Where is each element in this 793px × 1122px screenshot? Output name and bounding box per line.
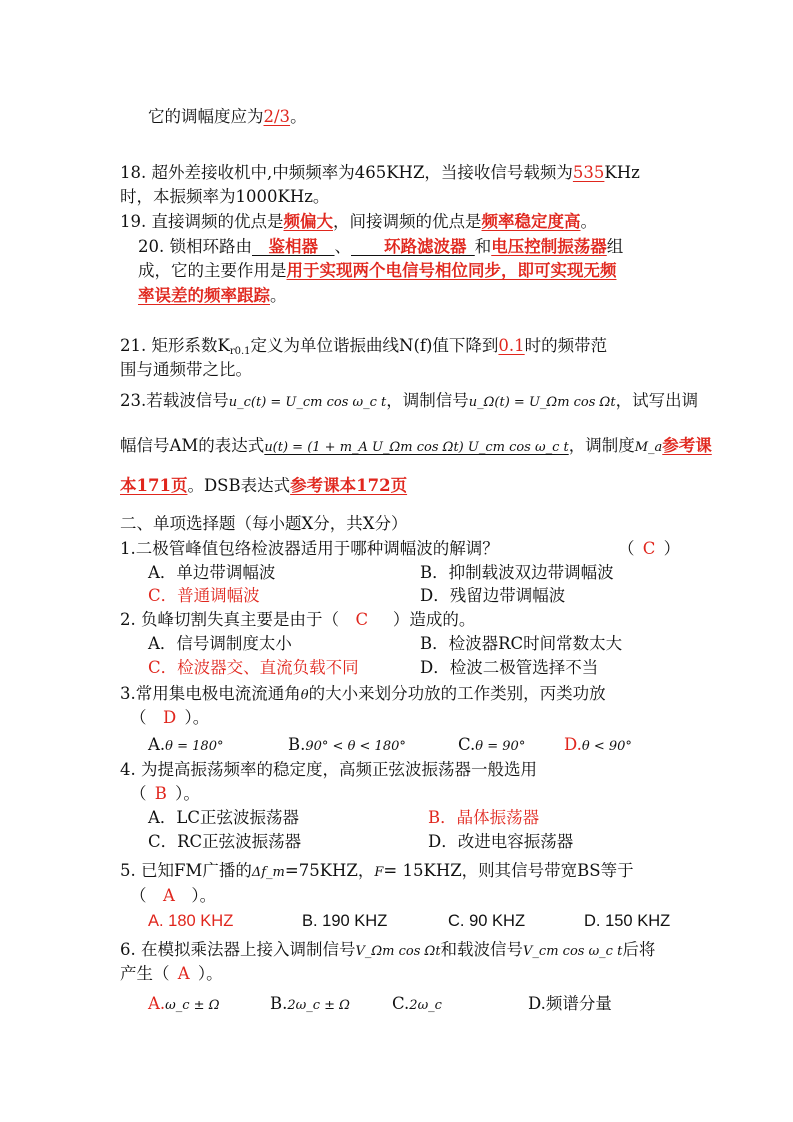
mc1-option-c: C．普通调幅波 [148, 586, 260, 605]
q20-text-b: 组 [606, 237, 624, 256]
mc6-produce: 产生（ [120, 964, 170, 983]
mc6-c-formula: 2ω_c [409, 998, 442, 1013]
q19-text-b: ，间接调频的优点是 [333, 212, 482, 231]
mc3-question-b: 的大小来划分功放的工作类别，丙类功放 [308, 684, 606, 703]
mc6-question-b: 和载波信号 [440, 940, 524, 959]
q21-subscript: r0.1 [229, 346, 251, 357]
q23-line1 [120, 389, 698, 415]
q23-line3 [120, 474, 407, 498]
q20-and: 和 [474, 237, 492, 256]
mc6-line2 [120, 962, 223, 986]
ma-symbol: M_a [634, 440, 663, 455]
q19-line [120, 210, 597, 234]
answer-modulation-depth: 2/3 [263, 107, 291, 126]
q20-blank2 [351, 237, 475, 256]
mc3-option-a [148, 733, 223, 759]
mc4-close: ）。 [175, 784, 200, 803]
q23-line2-text: 幅信号AM的表达式 [120, 436, 265, 455]
answer-q20-1: 鉴相器 [268, 237, 318, 256]
q23-text-c: ，试写出调 [615, 391, 699, 410]
answer-q20-3: 电压控制振荡器 [491, 237, 607, 256]
answer-q18: 535 [572, 163, 605, 182]
mc3-b-label: B. [288, 735, 306, 754]
answer-mc6: A [177, 964, 190, 983]
q21-text-c: 时的频带范 [524, 336, 608, 355]
answer-q23-ma-1: 参考课 [662, 436, 712, 455]
mc5-question-c: = 15KHZ，则其信号带宽BS等于 [383, 861, 634, 880]
answer-mc1: C [642, 539, 656, 558]
mc5-question-b: =75KHZ， [284, 861, 375, 880]
mc2-option-b: B．检波器RC时间常数太大 [420, 634, 623, 653]
carrier-formula: u_c(t) = U_cm cos ω_c t [228, 395, 387, 410]
q20-sep: 、 [334, 237, 351, 256]
mc3-answer-line [130, 706, 209, 730]
mc6-c-label: C. [392, 994, 410, 1013]
answer-q21: 0.1 [498, 336, 525, 355]
f-symbol: F [374, 865, 384, 880]
mc6-carrier-formula: V_cm cos ω_c t [523, 944, 623, 959]
q18-unit: KHz [604, 163, 640, 182]
answer-mc5: A [163, 886, 175, 905]
mc5-option-a: A. 180 KHZ [148, 912, 234, 930]
mc4-stem: 4. 为提高振荡频率的稳定度，高频正弦波振荡器一般选用 [120, 760, 537, 779]
mc6-option-b [270, 992, 350, 1018]
q20-line2-text: 成，它的主要作用是 [138, 261, 287, 280]
mc2-stem [120, 608, 475, 632]
mc5-option-d: D. 150 KHZ [584, 912, 671, 930]
modulating-formula: u_Ω(t) = U_Ωm cos Ωt [468, 395, 616, 410]
q23-text-b: ，调制信号 [386, 391, 469, 410]
mc6-question-c: 后将 [622, 940, 656, 959]
section-title: 二、单项选择题（每小题X分，共X分） [120, 514, 408, 533]
mc6-close: ）。 [197, 964, 223, 983]
mc4-option-b: B．晶体振荡器 [428, 808, 540, 827]
answer-q20-function-2: 率误差的频率跟踪 [138, 286, 270, 305]
mc5-option-c: C. 90 KHZ [448, 912, 526, 930]
q23-text-a: 23.若载波信号 [120, 391, 229, 410]
answer-mc4: B [154, 784, 167, 803]
mc6-a-label: A. [148, 994, 166, 1013]
mc6-signal-formula: V_Ωm cos Ωt [355, 944, 441, 959]
mc3-close: ）。 [184, 708, 210, 727]
mc6-option-a [148, 992, 220, 1018]
q20-blank1 [252, 237, 335, 256]
mc3-option-d [564, 733, 632, 759]
q21-text-a: 21. 矩形系数K [120, 336, 230, 355]
mc5-answer-line [130, 884, 216, 908]
mc4-open: （ [130, 784, 147, 803]
mc5-stem [120, 859, 634, 885]
q21-text-b: 定义为单位谐振曲线N(f)值下降到 [250, 336, 499, 355]
mc3-question-a: 3.常用集电极电流流通角 [120, 684, 301, 703]
mc1-option-b: B．抑制载波双边带调幅波 [420, 563, 614, 582]
mc3-d-formula: θ < 90° [581, 739, 632, 754]
mc3-a-formula: θ = 180° [165, 739, 224, 754]
q20-line1 [138, 235, 623, 259]
q20-line3 [138, 284, 287, 308]
q18-line1 [120, 161, 640, 185]
fill-line [148, 105, 307, 129]
q23-line2-b: ，调制度 [568, 436, 635, 455]
q23-line2 [120, 434, 712, 460]
mc6-a-formula: ω_c ± Ω [165, 998, 220, 1013]
mc3-b-formula: 90° < θ < 180° [305, 739, 406, 754]
mc3-c-formula: θ = 90° [475, 739, 526, 754]
delta-f-symbol: Δf_m [251, 865, 285, 880]
answer-q23-dsb: 参考课本172页 [290, 476, 408, 495]
mc1-stem [120, 537, 499, 561]
q18-line2: 时，本振频率为1000KHz。 [120, 187, 330, 206]
mc6-b-formula: 2ω_c ± Ω [287, 998, 350, 1013]
mc6-option-c [392, 992, 442, 1018]
q18-text: 18. 超外差接收机中,中频频率为465KHZ，当接收信号载频为 [120, 163, 573, 182]
mc3-option-c [458, 733, 525, 759]
mc2-option-a: A．信号调制度太小 [148, 634, 292, 653]
mc1-option-a: A．单边带调幅波 [148, 563, 276, 582]
answer-q19-direct: 频偏大 [283, 212, 333, 231]
mc3-c-label: C. [458, 735, 476, 754]
q20-end: 。 [270, 286, 287, 305]
answer-q20-function-1: 用于实现两个电信号相位同步，即可实现无频 [286, 261, 617, 280]
mc4-option-d: D．改进电容振荡器 [428, 832, 574, 851]
answer-q19-indirect: 频率稳定度高 [481, 212, 581, 231]
am-formula: u(t) = (1 + m_A U_Ωm cos Ωt) U_cm cos ω_c t [264, 440, 569, 455]
answer-mc2: C [355, 610, 369, 629]
mc1-question: 1.二极管峰值包络检波器适用于哪种调幅波的解调？ [120, 539, 499, 558]
mc6-b-label: B. [270, 994, 288, 1013]
mc4-option-a: A．LC正弦波振荡器 [148, 808, 299, 827]
q23-line3-b: 。DSB表达式 [187, 476, 291, 495]
mc4-option-c: C．RC正弦波振荡器 [148, 832, 302, 851]
answer-q20-2: 环路滤波器 [384, 237, 467, 256]
q19-end: 。 [580, 212, 597, 231]
answer-mc3: D [163, 708, 177, 727]
mc3-a-label: A. [148, 735, 166, 754]
mc2-end: ）造成的。 [392, 610, 476, 629]
mc6-stem [120, 938, 655, 964]
mc2-option-c: C．检波器交、直流负载不同 [148, 658, 359, 677]
mc3-open: （ [130, 708, 147, 727]
mc2-option-d: D．检波二极管选择不当 [420, 658, 599, 677]
mc3-option-b [288, 733, 406, 759]
mc5-question-a: 5. 已知FM广播的 [120, 861, 252, 880]
q21-line2: 围与通频带之比。 [120, 360, 252, 379]
answer-q23-ma-2: 本171页 [120, 476, 188, 495]
mc1-option-d: D．残留边带调幅波 [420, 586, 566, 605]
mc5-close: ）。 [191, 886, 217, 905]
q20-text-a: 20. 锁相环路由 [138, 237, 252, 256]
mc5-open: （ [130, 886, 147, 905]
mc6-option-d: D.频谱分量 [528, 994, 612, 1013]
mc1-answer-paren [618, 537, 680, 561]
theta-symbol: θ [300, 688, 309, 703]
q20-line2 [138, 259, 617, 283]
fill-lead: 它的调幅度应为 [148, 107, 264, 126]
mc5-option-b: B. 190 KHZ [302, 912, 388, 930]
fill-end: 。 [290, 107, 307, 126]
mc2-question: 2. 负峰切割失真主要是由于（ [120, 610, 339, 629]
mc1-close: ） [663, 539, 681, 558]
mc6-question-a: 6. 在模拟乘法器上接入调制信号 [120, 940, 356, 959]
mc3-d-label: D. [564, 735, 582, 754]
mc1-open: （ [618, 539, 635, 558]
mc4-answer-line [130, 782, 200, 806]
q19-text-a: 19. 直接调频的优点是 [120, 212, 284, 231]
mc3-stem [120, 682, 606, 708]
